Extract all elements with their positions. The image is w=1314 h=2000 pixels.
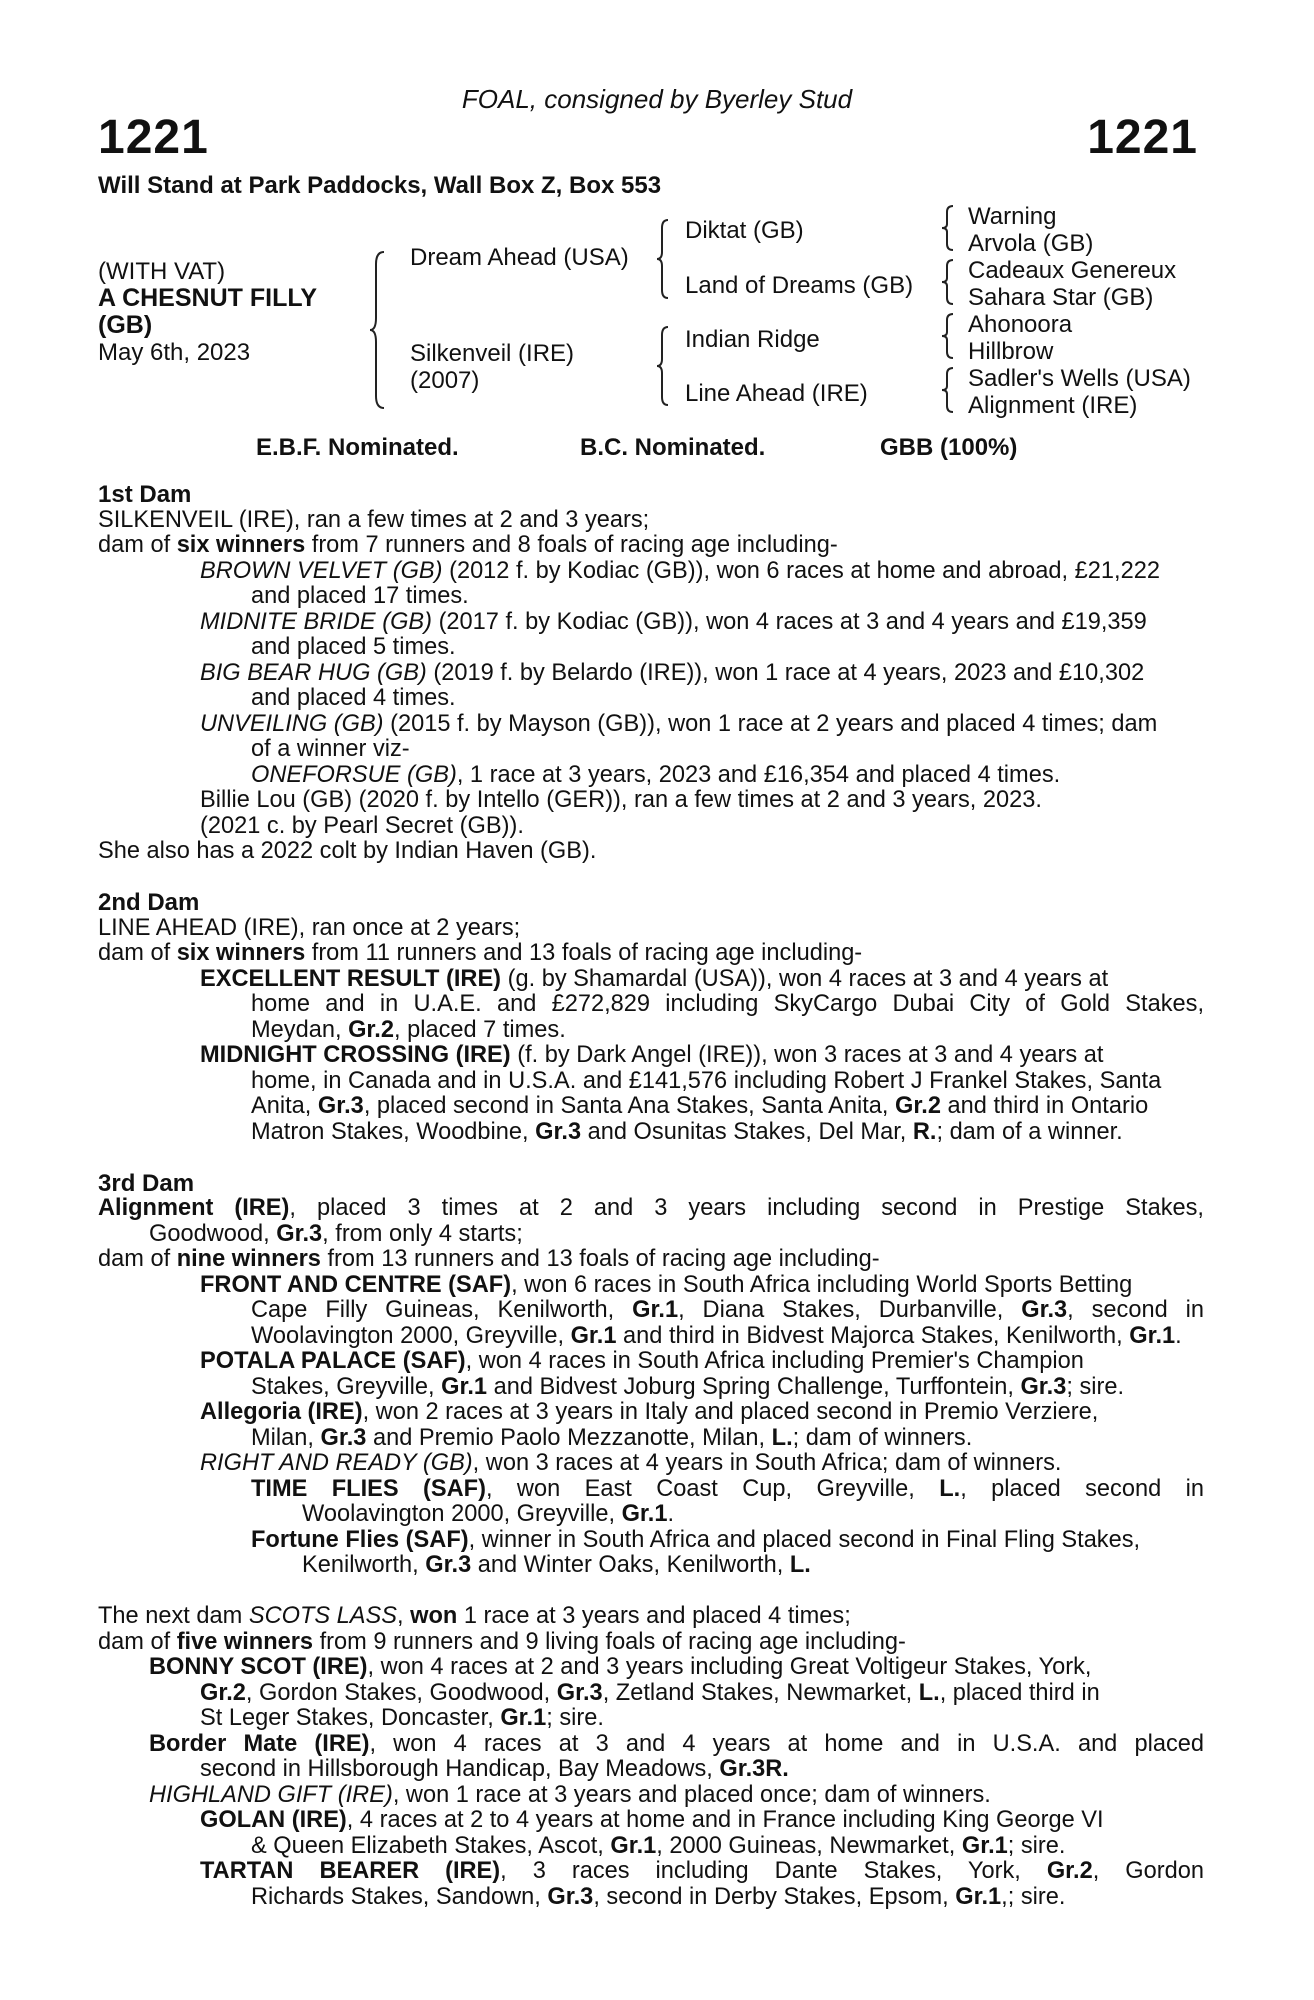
pedigree-table — [0, 0, 1314, 420]
text: Goodwood, — [149, 1220, 277, 1247]
text: dam of — [98, 1628, 177, 1655]
produce-line: home and in U.A.E. and £272,829 including SkyCargo Dubai City of Gold Stakes, — [251, 991, 1204, 1017]
produce-line — [98, 1528, 1204, 1554]
winner-count: six winners — [176, 940, 306, 966]
text: (2012 f. by Kodiac (GB)), won 6 races at home and abroad, £21,222 — [442, 557, 1160, 584]
spacer — [98, 1145, 1204, 1171]
text: (g. by Shamardal (USA)), won 4 races at 3 and 4 years at — [501, 965, 1109, 992]
text: Woolavington 2000, Greyville, — [302, 1501, 622, 1527]
text: and third in Bidvest Majorca Stakes, Kenilworth, — [616, 1322, 1130, 1349]
text: , won 4 races in South Africa including Premier's Champion — [465, 1348, 1084, 1374]
grade: Gr.2 — [1046, 1858, 1093, 1884]
lot-number-left: 1221 — [98, 111, 209, 164]
winner-count: five winners — [176, 1628, 314, 1655]
produce-line — [98, 1298, 1204, 1324]
produce-line — [98, 1426, 1204, 1452]
pedigree-g3-8: Alignment (IRE) — [968, 392, 1138, 419]
produce-line: She also has a 2022 colt by Indian Haven (GB). — [98, 838, 597, 864]
produce-line — [98, 1808, 1204, 1834]
text: . — [1175, 1322, 1182, 1349]
horse-name: BONNY SCOT (IRE) — [149, 1654, 368, 1680]
pedigree-g3-4: Sahara Star (GB) — [968, 284, 1154, 311]
grade: Gr.3 — [317, 1093, 364, 1119]
horse-name: ONEFORSUE (GB) — [251, 761, 457, 788]
text: Matron Stakes, Woodbine, — [251, 1118, 536, 1145]
text: ; dam of winners. — [792, 1424, 973, 1451]
third-dam-description — [98, 1196, 1204, 1222]
produce-line — [98, 1681, 1204, 1707]
text: and Winter Oaks, Kenilworth, — [471, 1552, 790, 1578]
text: , placed third in — [939, 1679, 1100, 1706]
text: St Leger Stakes, Doncaster, — [200, 1705, 501, 1731]
produce-line — [98, 1706, 1204, 1732]
produce-line — [98, 1859, 1204, 1885]
produce-line — [98, 1349, 1204, 1375]
text: & Queen Elizabeth Stakes, Ascot, — [251, 1832, 611, 1859]
ebf-nomination: E.B.F. Nominated. — [256, 434, 459, 461]
grade: Gr.1 — [610, 1832, 657, 1859]
second-dam-heading: 2nd Dam — [98, 889, 200, 916]
grade: Gr.3 — [276, 1220, 323, 1247]
dam-sire-name: Indian Ridge — [685, 326, 820, 353]
grade: R. — [912, 1118, 937, 1145]
next-dam-description — [98, 1604, 1204, 1630]
text: , Gordon — [1092, 1858, 1204, 1884]
pedigree-g3-2: Arvola (GB) — [968, 230, 1094, 257]
produce-line — [98, 1885, 1204, 1911]
produce-line — [98, 559, 1204, 585]
text: and third in Ontario — [940, 1093, 1149, 1119]
produce-line — [98, 1502, 1204, 1528]
text: Richards Stakes, Sandown, — [251, 1883, 548, 1910]
text: 1 race at 3 years and placed 4 times; — [457, 1603, 851, 1629]
first-dam-heading: 1st Dam — [98, 481, 192, 508]
grade: L. — [771, 1424, 793, 1451]
produce-line — [98, 1273, 1204, 1299]
text: . — [667, 1501, 675, 1527]
text: (f. by Dark Angel (IRE)), won 3 races at 3 and 4 years at — [510, 1042, 1104, 1068]
produce-line — [98, 1783, 1204, 1809]
text: and Premio Paolo Mezzanotte, Milan, — [366, 1424, 772, 1451]
text: , won 3 races at 4 years in South Africa; dam of winners. — [472, 1450, 1062, 1476]
third-dam-description — [98, 1222, 1204, 1248]
pedigree-brace-g3-2 — [940, 258, 956, 306]
grade: L. — [918, 1679, 940, 1706]
text: , won 4 races at 3 and 4 years at home and in U.S.A. and placed — [369, 1730, 1204, 1757]
text: ; sire. — [1066, 1373, 1125, 1400]
produce-line — [98, 1120, 1204, 1146]
horse-name: TIME FLIES (SAF) — [251, 1475, 486, 1502]
pedigree-g3-5: Ahonoora — [968, 311, 1073, 338]
pedigree-brace-dam — [655, 325, 671, 407]
horse-name: EXCELLENT RESULT (IRE) — [200, 965, 502, 992]
grade: Gr.3R. — [719, 1756, 789, 1782]
text: , second in — [1067, 1297, 1204, 1323]
third-dam-heading: 3rd Dam — [98, 1169, 195, 1197]
lot-number-right: 1221 — [1087, 111, 1198, 164]
grade: Gr.1 — [1129, 1322, 1176, 1349]
produce-line — [98, 1094, 1204, 1120]
grade: Gr.3 — [547, 1883, 594, 1910]
horse-name: GOLAN (IRE) — [200, 1807, 347, 1833]
text: , won 2 races at 3 years in Italy and placed second in Premio Verziere, — [362, 1399, 1099, 1425]
text: won — [410, 1603, 458, 1629]
text: ; sire. — [1007, 1832, 1066, 1859]
grade: Gr.3 — [320, 1424, 367, 1451]
horse-name: MIDNIGHT CROSSING (IRE) — [200, 1042, 511, 1068]
text: , 2000 Guineas, Newmarket, — [656, 1832, 962, 1859]
horse-name: BIG BEAR HUG (GB) — [200, 659, 427, 686]
horse-name: MIDNITE BRIDE (GB) — [200, 608, 433, 635]
text: , second in Derby Stakes, Epsom, — [593, 1883, 956, 1910]
text: , winner in South Africa and placed second in Final Fling Stakes, — [468, 1526, 1141, 1553]
text: from 11 runners and 13 foals of racing age including- — [305, 940, 863, 966]
grade: Gr.2 — [895, 1093, 941, 1119]
stand-location: Will Stand at Park Paddocks, Wall Box Z, Box 553 — [98, 172, 662, 199]
produce-line — [98, 1324, 1204, 1350]
grade: Gr.1 — [632, 1297, 679, 1323]
text: , won 1 race at 3 years and placed once; dam of winners. — [392, 1781, 991, 1808]
produce-line — [98, 1834, 1204, 1860]
grade: Gr.3 — [1020, 1373, 1067, 1400]
text: , Gordon Stakes, Goodwood, — [245, 1679, 557, 1706]
foaling-date: May 6th, 2023 — [98, 339, 251, 366]
horse-name: SCOTS LASS — [248, 1603, 397, 1629]
produce-line — [98, 1477, 1204, 1503]
second-dam-summary — [98, 941, 1204, 967]
second-dam-description: LINE AHEAD (IRE), ran once at 2 years; — [98, 914, 521, 941]
text: , Zetland Stakes, Newmarket, — [602, 1679, 919, 1706]
grade: L. — [939, 1475, 961, 1502]
produce-line — [98, 1043, 1204, 1069]
produce-line — [98, 1732, 1204, 1758]
pedigree-g3-6: Hillbrow — [968, 338, 1054, 365]
sire-name: Dream Ahead (USA) — [410, 244, 629, 271]
text: ; dam of a winner. — [936, 1118, 1123, 1145]
horse-name: BROWN VELVET (GB) — [200, 557, 443, 584]
bc-nomination: B.C. Nominated. — [580, 434, 766, 461]
text: , 4 races at 2 to 4 years at home and in France including King George VI — [346, 1807, 1104, 1833]
grade: Gr.3 — [425, 1552, 472, 1578]
pedigree-brace-main — [368, 250, 388, 410]
text: , won East Coast Cup, Greyville, — [485, 1475, 940, 1502]
dam-dam-name: Line Ahead (IRE) — [685, 380, 868, 407]
produce-line — [98, 763, 1204, 789]
text: , from only 4 starts; — [322, 1220, 523, 1247]
sire-sire-name: Diktat (GB) — [685, 217, 804, 244]
text: from 7 runners and 8 foals of racing age including- — [305, 532, 838, 558]
text: dam of — [98, 532, 177, 558]
grade: Gr.1 — [500, 1705, 547, 1731]
text: , won 4 races at 2 and 3 years including Great Voltigeur Stakes, York, — [367, 1654, 1092, 1680]
produce-line: and placed 17 times. — [251, 583, 469, 609]
horse-name: Alignment (IRE) — [98, 1195, 290, 1221]
horse-name: UNVEILING (GB) — [200, 710, 384, 737]
produce-line — [98, 967, 1204, 993]
produce-line: of a winner viz- — [251, 736, 410, 762]
winner-count: six winners — [176, 532, 306, 558]
grade: Gr.1 — [621, 1501, 668, 1527]
text: and Osunitas Stakes, Del Mar, — [581, 1118, 913, 1145]
grade: Gr.2 — [348, 1016, 394, 1043]
text: , won 6 races in South Africa including World Sports Betting — [511, 1271, 1133, 1298]
horse-name: POTALA PALACE (SAF) — [200, 1348, 466, 1374]
text: Anita, — [251, 1093, 318, 1119]
horse-name: Fortune Flies (SAF) — [251, 1526, 469, 1553]
produce-line: and placed 5 times. — [251, 634, 456, 660]
text: second in Hillsborough Handicap, Bay Meadows, — [200, 1756, 720, 1782]
catalogue-body — [98, 482, 1204, 1910]
pedigree-brace-g3-4 — [940, 366, 956, 414]
vat-label: (WITH VAT) — [98, 258, 226, 285]
pedigree-g3-7: Sadler's Wells (USA) — [968, 365, 1191, 392]
horse-name: Border Mate (IRE) — [149, 1730, 370, 1757]
text: Kenilworth, — [302, 1552, 426, 1578]
dam-year: (2007) — [410, 367, 480, 394]
produce-line — [98, 1553, 1204, 1579]
text: , placed 7 times. — [393, 1016, 566, 1043]
dam-name: Silkenveil (IRE) — [410, 340, 575, 367]
grade: Gr.1 — [570, 1322, 617, 1349]
text: dam of — [98, 940, 177, 966]
grade: Gr.3 — [556, 1679, 603, 1706]
grade: Gr.1 — [961, 1832, 1008, 1859]
grade: Gr.3 — [535, 1118, 582, 1145]
text: (2019 f. by Belardo (IRE)), won 1 race at 4 years, 2023 and £10,302 — [426, 659, 1145, 686]
grade: Gr.3 — [1021, 1297, 1068, 1323]
next-dam-summary — [98, 1630, 1204, 1656]
pedigree-brace-g3-1 — [940, 204, 956, 252]
text: (2017 f. by Kodiac (GB)), won 4 races at 3 and 4 years and £19,359 — [432, 608, 1147, 635]
produce-line — [98, 1375, 1204, 1401]
horse-name: FRONT AND CENTRE (SAF) — [200, 1271, 512, 1298]
produce-line — [98, 1757, 1204, 1783]
produce-line — [98, 712, 1204, 738]
text: The next dam — [98, 1603, 249, 1629]
pedigree-brace-sire — [655, 218, 671, 300]
produce-line: (2021 c. by Pearl Secret (GB)). — [200, 812, 524, 839]
text: ; sire. — [546, 1705, 604, 1731]
grade: Gr.2 — [200, 1679, 246, 1706]
text: from 13 runners and 13 foals of racing age including- — [320, 1246, 880, 1272]
text: , 3 races including Dante Stakes, York, — [500, 1858, 1047, 1884]
text: (2015 f. by Mayson (GB)), won 1 race at 2 years and placed 4 times; dam — [383, 710, 1158, 737]
produce-line: and placed 4 times. — [251, 685, 456, 711]
first-dam-summary — [98, 533, 1204, 559]
gbb-rating: GBB (100%) — [880, 434, 1018, 461]
spacer — [98, 1579, 1204, 1605]
produce-line — [98, 1655, 1204, 1681]
text: dam of — [98, 1246, 177, 1272]
horse-name: HIGHLAND GIFT (IRE) — [149, 1781, 393, 1808]
text: , Diana Stakes, Durbanville, — [678, 1297, 1022, 1323]
subject-title: A CHESNUT FILLY — [98, 284, 317, 312]
first-dam-description: SILKENVEIL (IRE), ran a few times at 2 and 3 years; — [98, 506, 650, 533]
text: Meydan, — [251, 1016, 349, 1043]
grade: Gr.1 — [955, 1883, 1002, 1910]
text: , placed second in Santa Ana Stakes, Santa Anita, — [363, 1093, 896, 1119]
text: Woolavington 2000, Greyville, — [251, 1322, 571, 1349]
sire-dam-name: Land of Dreams (GB) — [685, 272, 914, 299]
produce-line — [98, 1400, 1204, 1426]
text: , 1 race at 3 years, 2023 and £16,354 and placed 4 times. — [456, 761, 1061, 788]
produce-line: Billie Lou (GB) (2020 f. by Intello (GER)), ran a few times at 2 and 3 years, 2023. — [200, 787, 1042, 813]
produce-line — [98, 610, 1204, 636]
text: Cape Filly Guineas, Kenilworth, — [251, 1297, 633, 1323]
produce-line — [98, 1018, 1204, 1044]
text: , placed 3 times at 2 and 3 years including second in Prestige Stakes, — [289, 1195, 1204, 1221]
pedigree-g3-3: Cadeaux Genereux — [968, 257, 1177, 284]
text: from 9 runners and 9 living foals of racing age including- — [313, 1628, 906, 1655]
produce-line: home, in Canada and in U.S.A. and £141,576 including Robert J Frankel Stakes, Santa — [251, 1067, 1162, 1094]
grade: L. — [789, 1552, 811, 1578]
grade: Gr.1 — [441, 1373, 488, 1400]
subject-country: (GB) — [98, 311, 153, 339]
third-dam-summary — [98, 1247, 1204, 1273]
horse-name: Allegoria (IRE) — [200, 1399, 363, 1425]
spacer — [98, 865, 1204, 891]
pedigree-brace-g3-3 — [940, 312, 956, 360]
text: and Bidvest Joburg Spring Challenge, Turffontein, — [487, 1373, 1021, 1400]
text: Milan, — [251, 1424, 321, 1451]
horse-name: TARTAN BEARER (IRE) — [200, 1858, 501, 1884]
consignment-line: FOAL, consigned by Byerley Stud — [461, 84, 853, 114]
text: , placed second in — [960, 1475, 1204, 1502]
produce-line — [98, 1451, 1204, 1477]
text: Stakes, Greyville, — [251, 1373, 442, 1400]
produce-line — [98, 661, 1204, 687]
pedigree-g3-1: Warning — [968, 203, 1057, 230]
text: ,; sire. — [1001, 1883, 1066, 1910]
winner-count: nine winners — [176, 1246, 321, 1272]
horse-name: RIGHT AND READY (GB) — [200, 1450, 473, 1476]
text: , — [397, 1603, 411, 1629]
